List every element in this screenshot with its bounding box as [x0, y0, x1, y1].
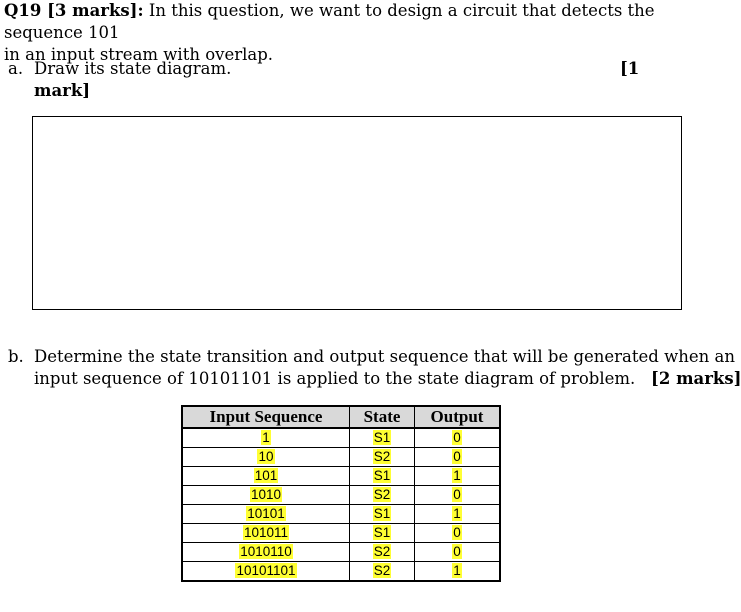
cell-output-value: 1 — [453, 468, 461, 483]
cell-input-value: 1010110 — [240, 544, 292, 559]
cell-input — [182, 448, 350, 467]
cell-input-value: 101 — [254, 468, 278, 483]
cell-state-value: S2 — [373, 449, 391, 464]
cell-state-value: S1 — [373, 468, 391, 483]
cell-input-value: 10101101 — [236, 563, 296, 578]
state-diagram-answer-box[interactable] — [32, 116, 682, 310]
cell-input — [182, 543, 350, 562]
cell-state-value: S2 — [373, 487, 391, 502]
part-a-text: Draw its state diagram. — [34, 59, 232, 78]
cell-state-value: S1 — [373, 430, 391, 445]
cell-input — [182, 505, 350, 524]
cell-output-value: 0 — [453, 525, 461, 540]
part-b-text-line2-body: input sequence of 10101101 is applied to the state diagram of problem. — [34, 369, 636, 388]
cell-state — [350, 467, 415, 486]
cell-input — [182, 428, 350, 448]
part-b-text-line1: Determine the state transition and output sequence that will be generated when an — [34, 347, 735, 366]
cell-state-value: S2 — [373, 563, 391, 578]
question-text-line2: in an input stream with overlap. — [4, 45, 274, 64]
cell-state — [350, 524, 415, 543]
cell-input-value: 10101 — [247, 506, 285, 521]
header-output: Output — [415, 406, 501, 428]
cell-output-value: 0 — [453, 544, 461, 559]
cell-input-value: 1010 — [250, 487, 282, 502]
state-transition-table — [181, 405, 501, 582]
question-text-line1: In this question, we want to design a circuit that detects the sequence 101 — [4, 1, 655, 42]
cell-output — [415, 428, 501, 448]
part-a-letter: a. — [8, 59, 24, 78]
cell-input-value: 101011 — [243, 525, 289, 540]
cell-state — [350, 543, 415, 562]
cell-state — [350, 486, 415, 505]
part-b-marks: [2 marks] — [651, 369, 741, 388]
cell-state — [350, 505, 415, 524]
table-row — [182, 505, 500, 524]
cell-state-value: S2 — [373, 544, 391, 559]
cell-input — [182, 524, 350, 543]
cell-output-value: 0 — [453, 430, 461, 445]
cell-output — [415, 486, 501, 505]
table-row — [182, 467, 500, 486]
cell-output — [415, 448, 501, 467]
question-label: Q19 [3 marks]: — [4, 1, 144, 20]
table-row — [182, 543, 500, 562]
header-input-sequence: Input Sequence — [182, 406, 350, 428]
cell-input-value: 1 — [262, 430, 270, 445]
cell-output-value: 1 — [453, 506, 461, 521]
part-a-marks-line1: [1 — [620, 59, 640, 78]
table-header-row — [182, 406, 500, 428]
cell-output-value: 0 — [453, 449, 461, 464]
part-a-marks-line2: mark] — [34, 81, 91, 100]
cell-state — [350, 562, 415, 582]
table-row — [182, 562, 500, 582]
cell-state-value: S1 — [373, 525, 391, 540]
cell-output-value: 0 — [453, 487, 461, 502]
cell-output — [415, 524, 501, 543]
table-row — [182, 486, 500, 505]
cell-state — [350, 428, 415, 448]
cell-state-value: S1 — [373, 506, 391, 521]
cell-output — [415, 467, 501, 486]
table-row — [182, 524, 500, 543]
cell-output-value: 1 — [453, 563, 461, 578]
cell-input-value: 10 — [258, 449, 274, 464]
header-state: State — [350, 406, 415, 428]
table-row — [182, 448, 500, 467]
cell-output — [415, 505, 501, 524]
cell-output — [415, 562, 501, 582]
table-row — [182, 428, 500, 448]
cell-output — [415, 543, 501, 562]
part-b-letter: b. — [8, 347, 24, 366]
part-b-text-line2 — [34, 368, 741, 390]
question-header — [4, 0, 694, 66]
cell-input — [182, 467, 350, 486]
cell-input — [182, 486, 350, 505]
cell-input — [182, 562, 350, 582]
cell-state — [350, 448, 415, 467]
